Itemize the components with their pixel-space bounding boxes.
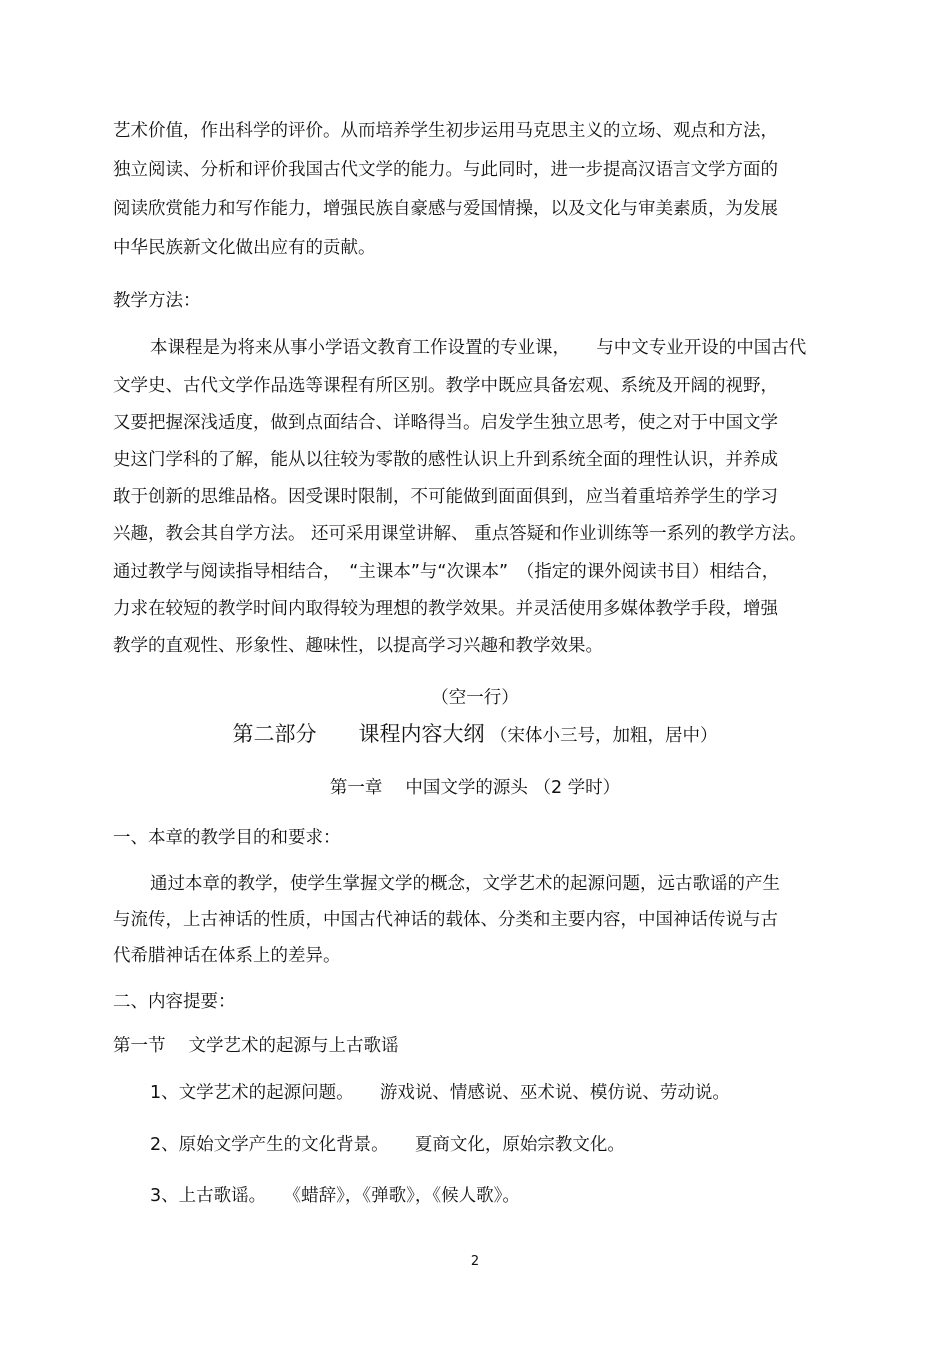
part-title: 第二部分 课程内容大纲	[232, 722, 485, 746]
methods-line: 通过教学与阅读指导相结合， “主课本”与“次课本” （指定的课外阅读书目）相结合，	[113, 562, 780, 582]
methods-line: 文学史、古代文学作品选等课程有所区别。教学中既应具备宏观、系统及开阔的视野，	[113, 376, 778, 396]
goals-line: 代希腊神话在体系上的差异。	[113, 946, 341, 966]
goals-heading: 一、本章的教学目的和要求：	[113, 828, 341, 848]
methods-line: 敢于创新的思维品格。因受课时限制，不可能做到面面俱到，应当着重培养学生的学习	[113, 487, 778, 507]
methods-line: 教学的直观性、形象性、趣味性，以提高学习兴趣和教学效果。	[113, 636, 603, 656]
list-item: 2、原始文学产生的文化背景。 夏商文化，原始宗教文化。	[150, 1135, 625, 1155]
methods-line: 史这门学科的了解，能从以往较为零散的感性认识上升到系统全面的理性认识，并养成	[113, 450, 778, 470]
methods-line: 本课程是为将来从事小学语文教育工作设置的专业课， 与中文专业开设的中国古代	[150, 338, 807, 358]
summary-heading: 二、内容提要：	[113, 992, 236, 1012]
list-item: 1、文学艺术的起源问题。 游戏说、情感说、巫术说、模仿说、劳动说。	[150, 1083, 730, 1103]
list-item: 3、上古歌谣。 《蜡辞》，《弹歌》，《候人歌》。	[150, 1186, 520, 1206]
page-number: 2	[470, 1254, 480, 1269]
section-title: 第一节 文学艺术的起源与上古歌谣	[113, 1036, 399, 1056]
intro-line: 中华民族新文化做出应有的贡献。	[113, 238, 376, 258]
intro-line: 阅读欣赏能力和写作能力，增强民族自豪感与爱国情操，以及文化与审美素质，为发展	[113, 199, 778, 219]
chapter-title: 第一章 中国文学的源头 （2 学时）	[329, 778, 621, 798]
intro-line: 艺术价值，作出科学的评价。从而培养学生初步运用马克思主义的立场、观点和方法，	[113, 121, 778, 141]
part-title-format-note: （宋体小三号，加粗，居中）	[490, 726, 718, 746]
blank-line-note: （空一行）	[431, 688, 519, 708]
methods-line: 兴趣，教会其自学方法。 还可采用课堂讲解、 重点答疑和作业训练等一系列的教学方法。	[113, 524, 807, 544]
methods-line: 力求在较短的教学时间内取得较为理想的教学效果。并灵活使用多媒体教学手段，增强	[113, 599, 778, 619]
intro-line: 独立阅读、分析和评价我国古代文学的能力。与此同时，进一步提高汉语言文学方面的	[113, 160, 778, 180]
goals-line: 与流传，上古神话的性质，中国古代神话的载体、分类和主要内容，中国神话传说与古	[113, 910, 778, 930]
methods-line: 又要把握深浅适度，做到点面结合、详略得当。启发学生独立思考，使之对于中国文学	[113, 413, 778, 433]
part-title-row	[0, 722, 950, 748]
goals-line: 通过本章的教学，使学生掌握文学的概念，文学艺术的起源问题，远古歌谣的产生	[150, 874, 780, 894]
methods-heading: 教学方法：	[113, 291, 201, 311]
